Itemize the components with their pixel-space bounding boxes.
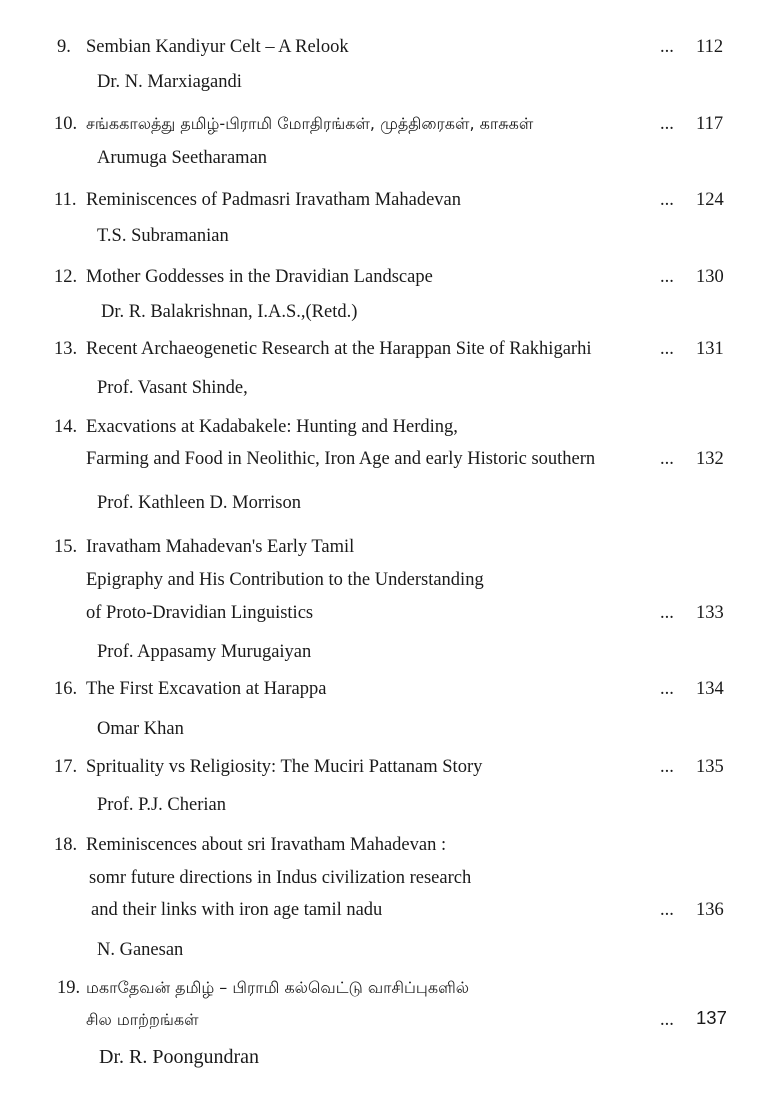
entry-title: of Proto-Dravidian Linguistics xyxy=(86,603,314,623)
leader-dots: ... xyxy=(660,267,674,287)
entry-number: 10. xyxy=(54,114,78,134)
leader-dots: ... xyxy=(660,339,674,359)
leader-dots: ... xyxy=(660,679,674,699)
entry-number: 19. xyxy=(57,978,81,998)
page-number: 117 xyxy=(696,114,724,134)
entry-title: and their links with iron age tamil nadu xyxy=(91,900,383,920)
entry-title: Recent Archaeogenetic Research at the Harappan Site of Rakhigarhi xyxy=(86,339,592,359)
entry-author: Dr. R. Balakrishnan, I.A.S.,(Retd.) xyxy=(101,302,358,322)
leader-dots: ... xyxy=(660,900,674,920)
entry-author: Prof. Appasamy Murugaiyan xyxy=(97,642,312,662)
entry-author: Dr. N. Marxiagandi xyxy=(97,72,242,92)
page-number: 130 xyxy=(696,267,724,287)
entry-title: Epigraphy and His Contribution to the Understanding xyxy=(86,570,484,590)
leader-dots: ... xyxy=(660,37,674,57)
entry-title: Exacvations at Kadabakele: Hunting and Herding, xyxy=(86,417,458,437)
entry-author: Omar Khan xyxy=(97,719,184,739)
page-number: 124 xyxy=(696,190,724,210)
entry-title: The First Excavation at Harappa xyxy=(86,679,327,699)
entry-number: 12. xyxy=(54,267,78,287)
page-number: 134 xyxy=(696,679,724,699)
entry-title: சில மாற்றங்கள் xyxy=(86,1010,199,1029)
entry-title: Sembian Kandiyur Celt – A Relook xyxy=(86,37,349,57)
entry-title: Sprituality vs Religiosity: The Muciri Pattanam Story xyxy=(86,757,483,777)
page-number: 136 xyxy=(696,900,724,920)
entry-title: Farming and Food in Neolithic, Iron Age and early Historic southern xyxy=(86,449,596,469)
entry-title: Iravatham Mahadevan's Early Tamil xyxy=(86,537,355,557)
entry-number: 9. xyxy=(57,37,71,57)
page-number: 131 xyxy=(696,339,724,359)
page-number: 132 xyxy=(696,449,724,469)
entry-title: somr future directions in Indus civilization research xyxy=(89,868,472,888)
entry-author: Prof. Kathleen D. Morrison xyxy=(97,493,301,513)
entry-author: Arumuga Seetharaman xyxy=(97,148,268,168)
leader-dots: ... xyxy=(660,1010,674,1030)
page-number: 135 xyxy=(696,757,724,777)
entry-number: 17. xyxy=(54,757,78,777)
entry-author: Prof. Vasant Shinde, xyxy=(97,378,248,398)
leader-dots: ... xyxy=(660,603,674,623)
entry-author: T.S. Subramanian xyxy=(97,226,229,246)
entry-number: 18. xyxy=(54,835,78,855)
entry-number: 14. xyxy=(54,417,78,437)
entry-title: மகாதேவன் தமிழ் – பிராமி கல்வெட்டு வாசிப்புகளில் xyxy=(86,978,470,997)
page-number: 137 xyxy=(696,1007,727,1028)
entry-number: 11. xyxy=(54,190,77,210)
entry-author: Dr. R. Poongundran xyxy=(99,1046,259,1068)
entry-number: 16. xyxy=(54,679,78,699)
page-number: 133 xyxy=(696,603,724,623)
entry-title: Reminiscences of Padmasri Iravatham Mahadevan xyxy=(86,190,462,210)
leader-dots: ... xyxy=(660,449,674,469)
leader-dots: ... xyxy=(660,114,674,134)
entry-title: Reminiscences about sri Iravatham Mahadevan : xyxy=(86,835,447,855)
leader-dots: ... xyxy=(660,757,674,777)
entry-author: N. Ganesan xyxy=(97,940,184,960)
leader-dots: ... xyxy=(660,190,674,210)
entry-title: Mother Goddesses in the Dravidian Landscape xyxy=(86,267,433,287)
entry-number: 15. xyxy=(54,537,78,557)
entry-number: 13. xyxy=(54,339,78,359)
entry-author: Prof. P.J. Cherian xyxy=(97,795,226,815)
entry-title: சங்ககாலத்து தமிழ்-பிராமி மோதிரங்கள், முத்திரைகள், காசுகள் xyxy=(86,114,534,133)
page-number: 112 xyxy=(696,37,724,57)
